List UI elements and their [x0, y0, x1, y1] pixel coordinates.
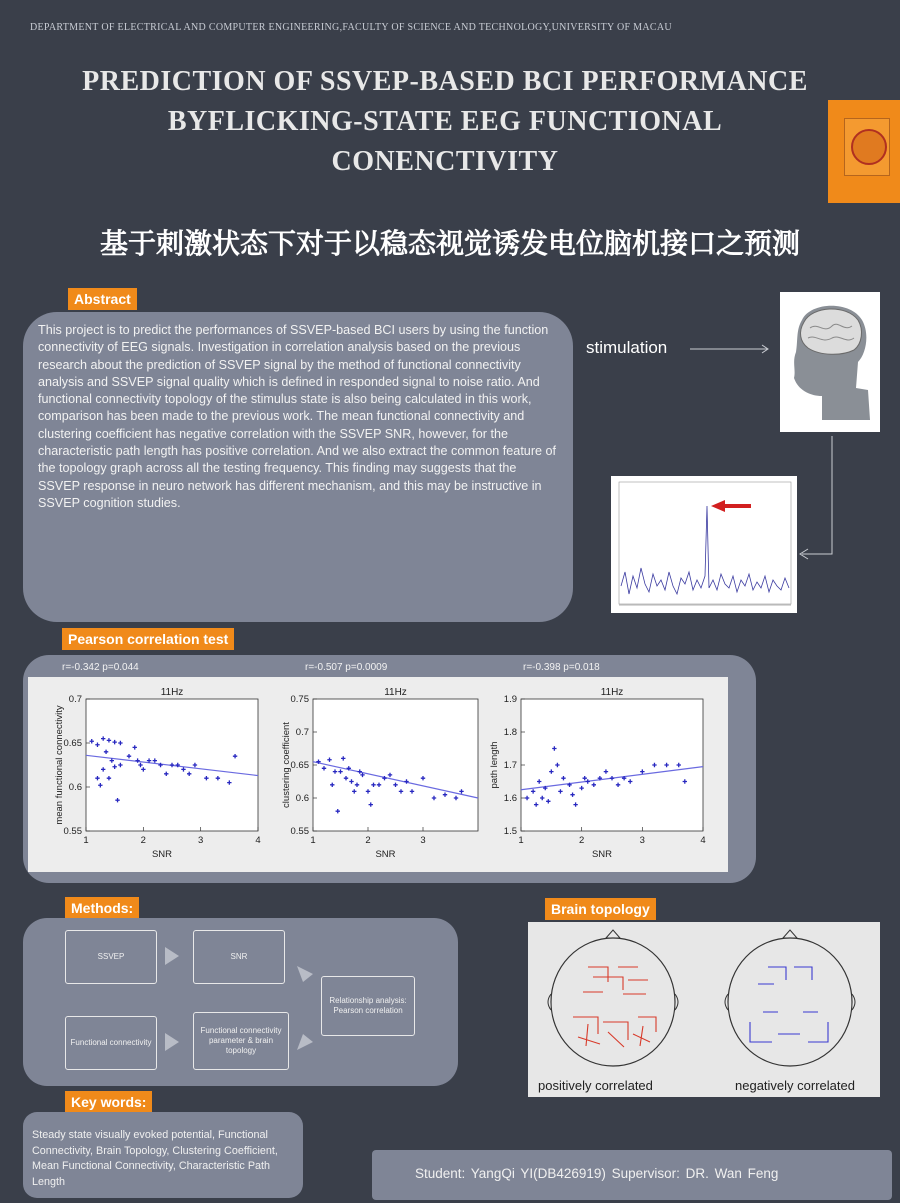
- student-supervisor: Student: YangQi YI(DB426919) Supervisor: DR. Wan Feng: [415, 1166, 779, 1181]
- y-tick-label: 0.55: [63, 826, 82, 837]
- negative-edges: [750, 967, 828, 1042]
- plot-title-2: 11Hz: [384, 687, 407, 698]
- poster-title: [20, 62, 870, 182]
- head-brain-image: [780, 292, 880, 432]
- stat-2: r=-0.507 p=0.0009: [305, 662, 388, 673]
- y-tick-label: 1.8: [503, 727, 517, 738]
- university-logo: [828, 100, 900, 203]
- method-box-ssvep: SSVEP: [65, 930, 157, 984]
- pearson-tag: Pearson correlation test: [62, 628, 234, 650]
- stat-3: r=-0.398 p=0.018: [523, 662, 600, 673]
- x-tick-label: 2: [365, 835, 371, 846]
- brain-topology-tag: Brain topology: [545, 898, 656, 920]
- stimulation-arrow: [690, 340, 780, 360]
- y-tick-label: 1.6: [503, 793, 517, 804]
- title-line-3: CONENCTIVITY: [331, 146, 559, 177]
- x-tick-label: 4: [700, 835, 706, 846]
- abstract-tag: Abstract: [68, 288, 137, 310]
- y-tick-label: 0.55: [290, 826, 309, 837]
- x-tick-label: 1: [83, 835, 89, 846]
- keywords-text: Steady state visually evoked potential, Functional Connectivity, Brain Topology, Clustering Coefficient, Mean Functional Connectivity, Characteristic Path Length: [32, 1129, 278, 1188]
- connector-line: [790, 432, 840, 572]
- x-tick-label: 3: [198, 835, 204, 846]
- positive-label: positively correlated: [538, 1078, 653, 1093]
- x-tick-label: 2: [140, 835, 146, 846]
- y-tick-label: 0.65: [290, 760, 309, 771]
- brain-topology-image: [528, 922, 880, 1097]
- chinese-title: 基于刺激状态下对于以稳态视觉诱发电位脑机接口之预测: [99, 228, 800, 259]
- methods-tag: Methods:: [65, 897, 139, 919]
- method-box-fc: Functional connectivity: [65, 1016, 157, 1070]
- x-tick-label: 2: [579, 835, 585, 846]
- stat-1: r=-0.342 p=0.044: [62, 662, 139, 673]
- y-tick-label: 1.5: [503, 826, 517, 837]
- arrows-to-analysis: [293, 958, 323, 1058]
- x-axis-label: SNR: [151, 849, 173, 860]
- y-tick-label: 0.6: [295, 793, 309, 804]
- head-silhouette-icon: [780, 292, 880, 432]
- x-axis-label: SNR: [375, 849, 396, 860]
- y-tick-label: 0.7: [295, 727, 309, 738]
- y-tick-label: 1.7: [503, 760, 517, 771]
- y-tick-label: 0.75: [290, 694, 309, 705]
- x-tick-label: 3: [639, 835, 645, 846]
- method-box-snr: SNR: [193, 930, 285, 984]
- department-line: DEPARTMENT OF ELECTRICAL AND COMPUTER ENGINEERING,FACULTY OF SCIENCE AND TECHNOLOGY,UNIVERSITY OF MACAU: [30, 22, 672, 33]
- method-box-analysis: Relationship analysis: Pearson correlation: [321, 976, 415, 1036]
- topology-maps: [528, 922, 880, 1097]
- spectrum-plot: [611, 476, 797, 613]
- ssvep-spectrum-image: [611, 476, 797, 613]
- x-tick-label: 1: [310, 835, 316, 846]
- plot-title-3: 11Hz: [600, 687, 624, 698]
- x-tick-label: 1: [518, 835, 524, 846]
- y-tick-label: 1.9: [503, 694, 517, 705]
- stimulation-label: stimulation: [586, 338, 668, 357]
- positive-edges: [573, 967, 656, 1047]
- title-line-2: BYFLICKING-STATE EEG FUNCTIONAL: [167, 106, 723, 137]
- arrow-ssvep-snr: [165, 947, 179, 965]
- arrow-fc-params: [165, 1033, 179, 1051]
- y-axis-label: mean functional connectivity: [54, 705, 65, 825]
- plot-title-1: 11Hz: [160, 687, 184, 698]
- method-box-params: Functional connectivity parameter & brain topology: [193, 1012, 289, 1070]
- x-tick-label: 3: [420, 835, 426, 846]
- y-axis-label: path length: [489, 741, 500, 789]
- x-axis-label: SNR: [591, 849, 613, 860]
- correlation-plots: [28, 677, 728, 872]
- x-tick-label: 4: [255, 835, 261, 846]
- title-line-1: PREDICTION OF SSVEP-BASED BCI PERFORMANCE: [82, 66, 808, 97]
- abstract-text: This project is to predict the performances of SSVEP-based BCI users by using the function connectivity of EEG signals. Investigation in correlation analysis based on the previous research about the prediction of SSVEP signal by the method of functional connectivity analysis and SSVEP signal quality which is defined in responded signal to noise ratio. And functional connectivity topology of the stimulus state is also being calculated in this work, comparison has been made to the previous work. The mean functional connectivity and clustering coefficient has negative correlation with the SSVEP SNR, however, for the characteristic path length has positive correlation. And we also extract the common feature of the topology graph across all the testing frequency. This finding may suggests that the SSVEP response in neuro network has different mechanism, and this may be instructive in SSVEP cognition studies.: [38, 323, 557, 510]
- y-tick-label: 0.7: [68, 694, 82, 705]
- plot-frame-3: [521, 699, 703, 831]
- keywords-tag: Key words:: [65, 1091, 152, 1113]
- methods-panel: [23, 918, 458, 1086]
- negative-label: negatively correlated: [735, 1078, 855, 1093]
- y-tick-label: 0.6: [68, 782, 82, 793]
- y-axis-label: clustering coefficient: [281, 722, 292, 808]
- y-tick-label: 0.65: [63, 738, 82, 749]
